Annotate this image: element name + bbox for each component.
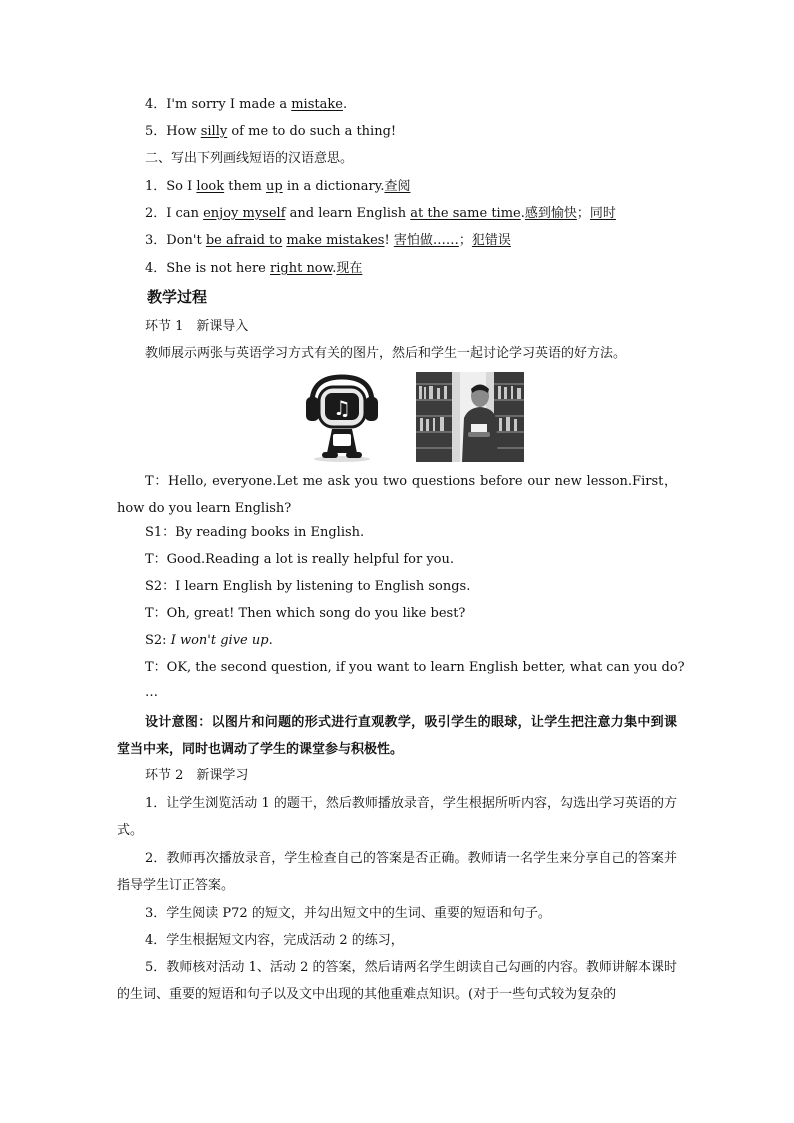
underlined-phrase: make mistakes [286, 233, 385, 248]
step-1-title: 环节 1 新课导入 [145, 319, 249, 334]
sentence-text: and learn English [285, 206, 411, 221]
step-2-item-4: 4．学生根据短文内容，完成活动 2 的练习， [145, 933, 404, 948]
answer-text: 害怕做…… [393, 233, 459, 248]
sentence-text: I can [166, 206, 204, 221]
item-number: 5． [145, 124, 167, 139]
speaker-label: S2: [145, 633, 171, 648]
phrase-item-1 [145, 178, 410, 196]
dialogue-line-4: S2：I learn English by listening to English songs. [145, 579, 471, 594]
item-number: 4． [145, 261, 167, 276]
teaching-process-heading: 教学过程 [147, 288, 208, 306]
dialogue-ellipsis: … [145, 685, 158, 700]
step-2-item-2: 2．教师再次播放录音，学生检查自己的答案是否正确。教师请一名学生来分享自己的答案并指导学生订正答案。 [117, 851, 677, 893]
underlined-phrase: enjoy myself [203, 206, 286, 221]
sentence-text: ! [384, 233, 394, 248]
underlined-phrase: look [196, 179, 225, 194]
sentence-text: I'm sorry I made a [166, 97, 292, 112]
step-2-item-5: 5．教师核对活动 1、活动 2 的答案，然后请两名学生朗读自己勾画的内容。教师讲解本课时的生词、重要的短语和句子以及文中出现的其他重难点知识。(对于一些句式较为复杂的 [117, 960, 677, 1002]
dialogue-line-5: T：Oh, great! Then which song do you like best? [145, 606, 466, 621]
item-number: 2． [145, 206, 167, 221]
robot-headphones-image [302, 373, 382, 463]
phrase-item-4 [145, 260, 362, 278]
separator: ； [576, 206, 590, 221]
dialogue-line-6 [145, 632, 273, 650]
sentence-text: . [520, 206, 525, 221]
dialogue-line-1: T：Hello, everyone.Let me ask you two questions before our new lesson.First，how do you learn English? [117, 474, 677, 516]
phrase-item-2 [145, 205, 616, 223]
underlined-phrase: right now [270, 261, 333, 276]
sentence-text: . [342, 97, 348, 112]
answer-text: 同时 [589, 206, 616, 221]
sentence-text: So I [166, 179, 197, 194]
exercise-item-5 [145, 123, 396, 141]
design-intent: 设计意图：以图片和问题的形式进行直观教学，吸引学生的眼球，让学生把注意力集中到课堂当中来，同时也调动了学生的课堂参与积极性。 [117, 715, 677, 757]
song-title: I won't give up [170, 633, 269, 648]
svg-text:♫: ♫ [333, 396, 351, 420]
sentence-text: in a dictionary. [282, 179, 385, 194]
answer-text: 现在 [336, 261, 363, 276]
underlined-word: mistake [291, 97, 343, 112]
library-reading-photo [416, 372, 524, 462]
sentence-text: She is not here [166, 261, 271, 276]
item-number: 3． [145, 233, 167, 248]
dialogue-line-7: T：OK, the second question, if you want to learn English better, what can you do? [145, 660, 685, 675]
step-2-item-3: 3．学生阅读 P72 的短文，并勾出短文中的生词、重要的短语和句子。 [145, 906, 551, 921]
exercise-item-4 [145, 96, 347, 114]
dialogue-line-2: S1：By reading books in English. [145, 525, 365, 540]
sentence-text: . [268, 633, 273, 648]
underlined-phrase: be afraid to [205, 233, 283, 248]
underlined-phrase: up [266, 179, 283, 194]
sentence-text: of me to do such a thing! [227, 124, 397, 139]
underlined-phrase: at the same time [410, 206, 521, 221]
sentence-text: How [166, 124, 201, 139]
sentence-text: them [224, 179, 267, 194]
sentence-text: . [332, 261, 337, 276]
answer-text: 查阅 [384, 179, 411, 194]
phrase-item-3 [145, 232, 511, 250]
answer-text: 感到愉快 [524, 206, 577, 221]
item-number: 1． [145, 179, 167, 194]
separator: ； [458, 233, 472, 248]
item-number: 4． [145, 97, 167, 112]
dialogue-line-3: T：Good.Reading a lot is really helpful for you. [145, 552, 455, 567]
underlined-word: silly [200, 124, 228, 139]
sentence-text: Don't [166, 233, 206, 248]
step-1-description: 教师展示两张与英语学习方式有关的图片，然后和学生一起讨论学习英语的好方法。 [145, 346, 627, 361]
section-2-title: 二、写出下列画线短语的汉语意思。 [145, 151, 354, 166]
step-2-item-1: 1．让学生浏览活动 1 的题干，然后教师播放录音，学生根据所听内容，勾选出学习英语的方式。 [117, 796, 677, 838]
answer-text: 犯错误 [471, 233, 511, 248]
step-2-title: 环节 2 新课学习 [145, 768, 249, 783]
